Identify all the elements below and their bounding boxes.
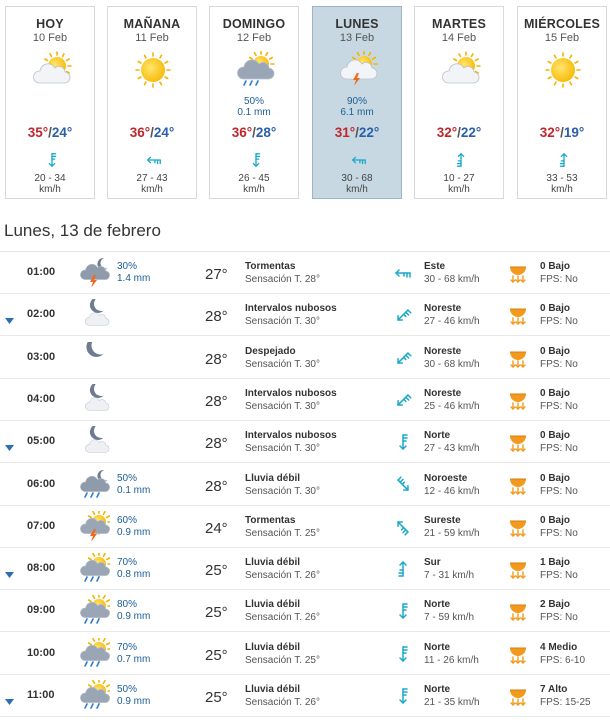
day-name: MARTES — [432, 17, 486, 31]
day-name: LUNES — [335, 17, 379, 31]
partly-cloudy-day-icon — [439, 51, 481, 89]
rain-probability: 80% — [117, 599, 138, 611]
day-temperatures — [108, 125, 196, 140]
selected-day-heading: Lunes, 13 de febrero — [4, 221, 161, 240]
thunderstorm-icon — [337, 51, 379, 89]
day-temperatures — [6, 125, 94, 140]
uv-index: 2 Bajo — [540, 599, 571, 611]
day-card-1[interactable] — [107, 6, 197, 199]
weather-description: Tormentas — [245, 261, 296, 272]
hour-precipitation — [117, 599, 150, 623]
hour-temperature: 28° — [205, 392, 228, 410]
day-card-0[interactable] — [5, 6, 95, 199]
hour-temperature: 28° — [205, 477, 228, 495]
hour-precipitation — [117, 642, 150, 666]
day-date: 15 Feb — [544, 32, 580, 44]
sun-protection-factor: FPS: No — [540, 485, 578, 497]
temp-separator: / — [48, 125, 52, 140]
hour-time: 08:00 — [27, 562, 56, 575]
day-wind — [6, 173, 94, 195]
min-temp: 24° — [153, 125, 175, 140]
day-date: 10 Feb — [32, 32, 68, 44]
uv-sun-icon — [508, 556, 528, 580]
weather-description: Lluvia débil — [245, 599, 301, 611]
night-partly-cloudy-icon — [78, 384, 110, 414]
weather-description: Tormentas — [245, 514, 296, 526]
rain-amount: 0.9 mm — [117, 611, 151, 623]
uv-index: 0 Bajo — [540, 430, 571, 442]
wind-speed: 30 - 68 km/h — [424, 274, 480, 285]
day-temperatures — [313, 125, 401, 140]
rain-amount: 1.4 mm — [117, 273, 151, 284]
uv-index: 0 Bajo — [540, 303, 571, 315]
uv-sun-icon — [508, 472, 528, 496]
precip-amount: 6.1 mm — [340, 107, 374, 118]
night-partly-cloudy-icon — [78, 426, 110, 456]
hour-row[interactable] — [0, 633, 610, 675]
sun-protection-factor: FPS: No — [540, 316, 578, 328]
hour-time: 09:00 — [27, 604, 56, 617]
wind-northeast-arrow-icon — [394, 391, 412, 409]
feels-like: Sensación T. 30° — [245, 316, 320, 328]
min-temp: 24° — [51, 125, 73, 140]
hour-row[interactable] — [0, 506, 610, 548]
wind-range: 33 - 53 — [546, 173, 578, 184]
hour-precipitation — [117, 515, 150, 539]
feels-like: Sensación T. 30° — [245, 443, 320, 455]
hour-row[interactable] — [0, 379, 610, 421]
hour-temperature: 28° — [205, 350, 228, 368]
wind-speed: 25 - 46 km/h — [424, 400, 480, 412]
wind-northeast-arrow-icon — [394, 306, 412, 324]
wind-unit: km/h — [39, 184, 61, 195]
day-temperatures — [518, 125, 606, 140]
uv-sun-icon — [508, 683, 528, 707]
uv-index: 0 Bajo — [540, 472, 571, 484]
hour-row[interactable] — [0, 421, 610, 463]
wind-north-arrow-icon — [248, 152, 262, 168]
wind-speed: 30 - 68 km/h — [424, 358, 480, 370]
day-name: HOY — [36, 17, 64, 31]
max-temp: 36° — [129, 125, 151, 140]
max-temp: 32° — [436, 125, 458, 140]
weather-description: Lluvia débil — [245, 641, 301, 653]
sun-protection-factor: FPS: 15-25 — [540, 697, 591, 708]
wind-range: 20 - 34 — [34, 173, 66, 184]
day-wind — [415, 173, 503, 195]
chevron-down-icon[interactable] — [5, 438, 14, 444]
uv-sun-icon — [508, 598, 528, 622]
wind-direction: Norte — [424, 684, 451, 695]
feels-like: Sensación T. 30° — [245, 485, 320, 497]
uv-sun-icon — [508, 429, 528, 453]
wind-south-arrow-icon — [453, 152, 467, 168]
feels-like: Sensación T. 25° — [245, 527, 320, 539]
wind-unit: km/h — [141, 184, 163, 195]
hour-time: 11:00 — [27, 689, 55, 701]
hour-temperature: 25° — [205, 562, 228, 580]
feels-like: Sensación T. 25° — [245, 654, 320, 666]
day-name: MIÉRCOLES — [523, 17, 601, 31]
sun-protection-factor: FPS: No — [540, 570, 578, 582]
hour-precipitation — [117, 684, 150, 708]
wind-north-arrow-icon — [394, 687, 412, 705]
wind-speed: 12 - 46 km/h — [424, 485, 480, 497]
wind-northeast-arrow-icon — [394, 349, 412, 367]
feels-like: Sensación T. 30° — [245, 400, 320, 412]
wind-range: 10 - 27 — [443, 173, 475, 184]
wind-northwest-arrow-icon — [394, 476, 412, 494]
day-card-4[interactable] — [414, 6, 504, 199]
wind-north-arrow-icon — [394, 433, 412, 451]
sun-protection-factor: FPS: No — [540, 358, 578, 370]
wind-direction: Noroeste — [424, 472, 468, 484]
wind-direction: Sur — [424, 557, 441, 569]
weather-description: Lluvia débil — [245, 472, 301, 484]
hour-row[interactable] — [0, 464, 610, 506]
wind-north-arrow-icon — [394, 602, 412, 620]
day-temperatures — [415, 125, 503, 140]
sun-protection-factor: FPS: 6-10 — [540, 654, 586, 666]
hour-row[interactable] — [0, 675, 610, 717]
day-forecast-strip — [0, 0, 610, 200]
sun-protection-factor: FPS: No — [540, 400, 578, 412]
hour-time: 10:00 — [27, 646, 56, 659]
hour-row[interactable] — [0, 548, 610, 590]
hour-row[interactable] — [0, 252, 610, 294]
rain-amount: 0.8 mm — [117, 569, 151, 581]
min-temp: 19° — [563, 125, 585, 140]
uv-index: 0 Bajo — [540, 514, 571, 526]
wind-speed: 7 - 59 km/h — [424, 612, 475, 624]
rain-probability: 70% — [117, 641, 138, 653]
night-rain-icon — [78, 469, 110, 499]
wind-direction: Norte — [424, 641, 451, 653]
weather-description: Lluvia débil — [245, 684, 301, 695]
uv-index: 0 Bajo — [540, 261, 571, 272]
moon-clear-icon — [78, 342, 110, 372]
wind-range: 26 - 45 — [238, 173, 270, 184]
day-name: DOMINGO — [222, 17, 286, 31]
hour-row[interactable] — [0, 590, 610, 632]
hour-precipitation — [117, 557, 150, 581]
weather-description: Intervalos nubosos — [245, 387, 337, 399]
night-partly-cloudy-icon — [78, 299, 110, 329]
weather-description: Lluvia débil — [245, 557, 301, 569]
feels-like: Sensación T. 26° — [245, 570, 320, 582]
rain-probability: 60% — [117, 514, 138, 526]
hour-temperature: 27° — [205, 266, 228, 283]
uv-index: 4 Medio — [540, 641, 578, 653]
max-temp: 36° — [231, 125, 253, 140]
feels-like: Sensación T. 30° — [245, 358, 320, 370]
max-temp: 32° — [539, 125, 561, 140]
wind-speed: 7 - 31 km/h — [424, 570, 475, 582]
sun-protection-factor: FPS: No — [540, 274, 578, 285]
day-rain-icon — [78, 595, 110, 625]
wind-direction: Norte — [424, 599, 451, 611]
hour-time: 02:00 — [27, 308, 56, 321]
day-name: MAÑANA — [123, 17, 181, 31]
day-rain-icon — [78, 553, 110, 583]
wind-speed: 21 - 35 km/h — [424, 697, 480, 708]
wind-unit: km/h — [448, 184, 470, 195]
hour-time: 05:00 — [27, 435, 56, 448]
wind-direction: Noreste — [424, 345, 462, 357]
day-card-5[interactable] — [517, 6, 607, 199]
wind-unit: km/h — [346, 184, 368, 195]
weather-description: Despejado — [245, 345, 296, 357]
rain-amount: 0.9 mm — [117, 696, 151, 707]
uv-sun-icon — [508, 345, 528, 369]
day-thunderstorm-icon — [78, 511, 110, 541]
sun-protection-factor: FPS: No — [540, 443, 578, 455]
temp-separator: / — [252, 125, 256, 140]
rain-probability: 50% — [117, 472, 138, 484]
temp-separator: / — [355, 125, 359, 140]
precip-probability: 90% — [346, 96, 367, 107]
day-card-2[interactable] — [209, 6, 299, 199]
hour-precipitation — [117, 473, 150, 497]
rain-amount: 0.7 mm — [117, 653, 151, 665]
uv-sun-icon — [508, 302, 528, 326]
wind-unit: km/h — [551, 184, 573, 195]
hour-temperature: 28° — [205, 435, 228, 453]
hour-temperature: 25° — [205, 646, 228, 664]
day-rain-icon — [78, 638, 110, 668]
wind-east-arrow-icon — [394, 264, 412, 282]
sunny-icon — [132, 51, 174, 89]
hour-row[interactable] — [0, 294, 610, 336]
hour-time: 06:00 — [27, 477, 56, 490]
day-date: 14 Feb — [441, 32, 477, 44]
wind-speed: 27 - 43 km/h — [424, 443, 480, 455]
wind-unit: km/h — [243, 184, 265, 195]
min-temp: 28° — [255, 125, 277, 140]
wind-range: 27 - 43 — [136, 173, 168, 184]
wind-direction: Norte — [424, 430, 451, 442]
wind-north-arrow-icon — [394, 645, 412, 663]
wind-south-arrow-icon — [556, 152, 570, 168]
rain-probability: 50% — [117, 684, 138, 695]
day-wind — [210, 173, 298, 195]
weather-description: Intervalos nubosos — [245, 430, 337, 442]
uv-index: 0 Bajo — [540, 345, 571, 357]
uv-sun-icon — [508, 641, 528, 665]
hour-time: 04:00 — [27, 392, 56, 405]
temp-separator: / — [560, 125, 564, 140]
max-temp: 35° — [27, 125, 49, 140]
day-wind — [108, 173, 196, 195]
temp-separator: / — [457, 125, 461, 140]
feels-like: Sensación T. 26° — [245, 697, 320, 708]
precip-amount: 0.1 mm — [237, 107, 271, 118]
hour-row[interactable] — [0, 337, 610, 379]
hour-time: 07:00 — [27, 519, 56, 532]
max-temp: 31° — [334, 125, 356, 140]
wind-direction: Noreste — [424, 387, 462, 399]
chevron-down-icon[interactable] — [5, 565, 14, 571]
chevron-down-icon[interactable] — [5, 311, 14, 317]
wind-south-arrow-icon — [394, 560, 412, 578]
wind-north-arrow-icon — [44, 152, 58, 168]
day-rain-icon — [78, 680, 110, 710]
uv-sun-icon — [508, 260, 528, 284]
day-wind — [313, 173, 401, 195]
day-precipitation — [210, 96, 298, 118]
wind-range: 30 - 68 — [341, 173, 373, 184]
hour-time: 03:00 — [27, 350, 56, 363]
day-date: 13 Feb — [339, 32, 375, 44]
rain-amount: 0.1 mm — [117, 484, 151, 496]
hour-precipitation — [117, 261, 150, 285]
rain-shower-icon — [234, 51, 276, 89]
day-temperatures — [210, 125, 298, 140]
sun-protection-factor: FPS: No — [540, 527, 578, 539]
day-precipitation — [313, 96, 401, 118]
wind-direction: Sureste — [424, 514, 461, 526]
rain-amount: 0.9 mm — [117, 526, 151, 538]
precip-probability: 50% — [243, 96, 264, 107]
min-temp: 22° — [358, 125, 380, 140]
day-date: 12 Feb — [236, 32, 272, 44]
temp-separator: / — [150, 125, 154, 140]
wind-direction: Noreste — [424, 303, 462, 315]
uv-sun-icon — [508, 514, 528, 538]
partly-cloudy-day-icon — [30, 51, 72, 89]
wind-speed: 21 - 59 km/h — [424, 527, 480, 539]
hour-temperature: 25° — [205, 689, 228, 706]
hour-time: 01:00 — [27, 266, 56, 278]
hour-temperature: 24° — [205, 519, 228, 537]
chevron-down-icon[interactable] — [5, 692, 14, 698]
sunny-icon — [542, 51, 584, 89]
hour-temperature: 28° — [205, 308, 228, 326]
uv-index: 7 Alto — [540, 684, 568, 695]
wind-east-arrow-icon — [146, 152, 160, 168]
day-wind — [518, 173, 606, 195]
rain-probability: 70% — [117, 557, 138, 569]
uv-index: 1 Bajo — [540, 557, 571, 569]
wind-southeast-arrow-icon — [394, 518, 412, 536]
feels-like: Sensación T. 28° — [245, 274, 320, 285]
wind-direction: Este — [424, 261, 446, 272]
day-date: 11 Feb — [135, 32, 169, 44]
feels-like: Sensación T. 26° — [245, 612, 320, 624]
weather-description: Intervalos nubosos — [245, 303, 337, 315]
night-thunderstorm-icon — [78, 257, 110, 287]
day-card-3[interactable] — [312, 6, 402, 199]
uv-sun-icon — [508, 387, 528, 411]
wind-speed: 11 - 26 km/h — [424, 654, 479, 666]
hour-temperature: 25° — [205, 604, 228, 622]
min-temp: 22° — [460, 125, 482, 140]
wind-speed: 27 - 46 km/h — [424, 316, 480, 328]
sun-protection-factor: FPS: No — [540, 612, 578, 624]
wind-east-arrow-icon — [351, 152, 365, 168]
rain-probability: 30% — [117, 261, 138, 272]
uv-index: 0 Bajo — [540, 387, 571, 399]
